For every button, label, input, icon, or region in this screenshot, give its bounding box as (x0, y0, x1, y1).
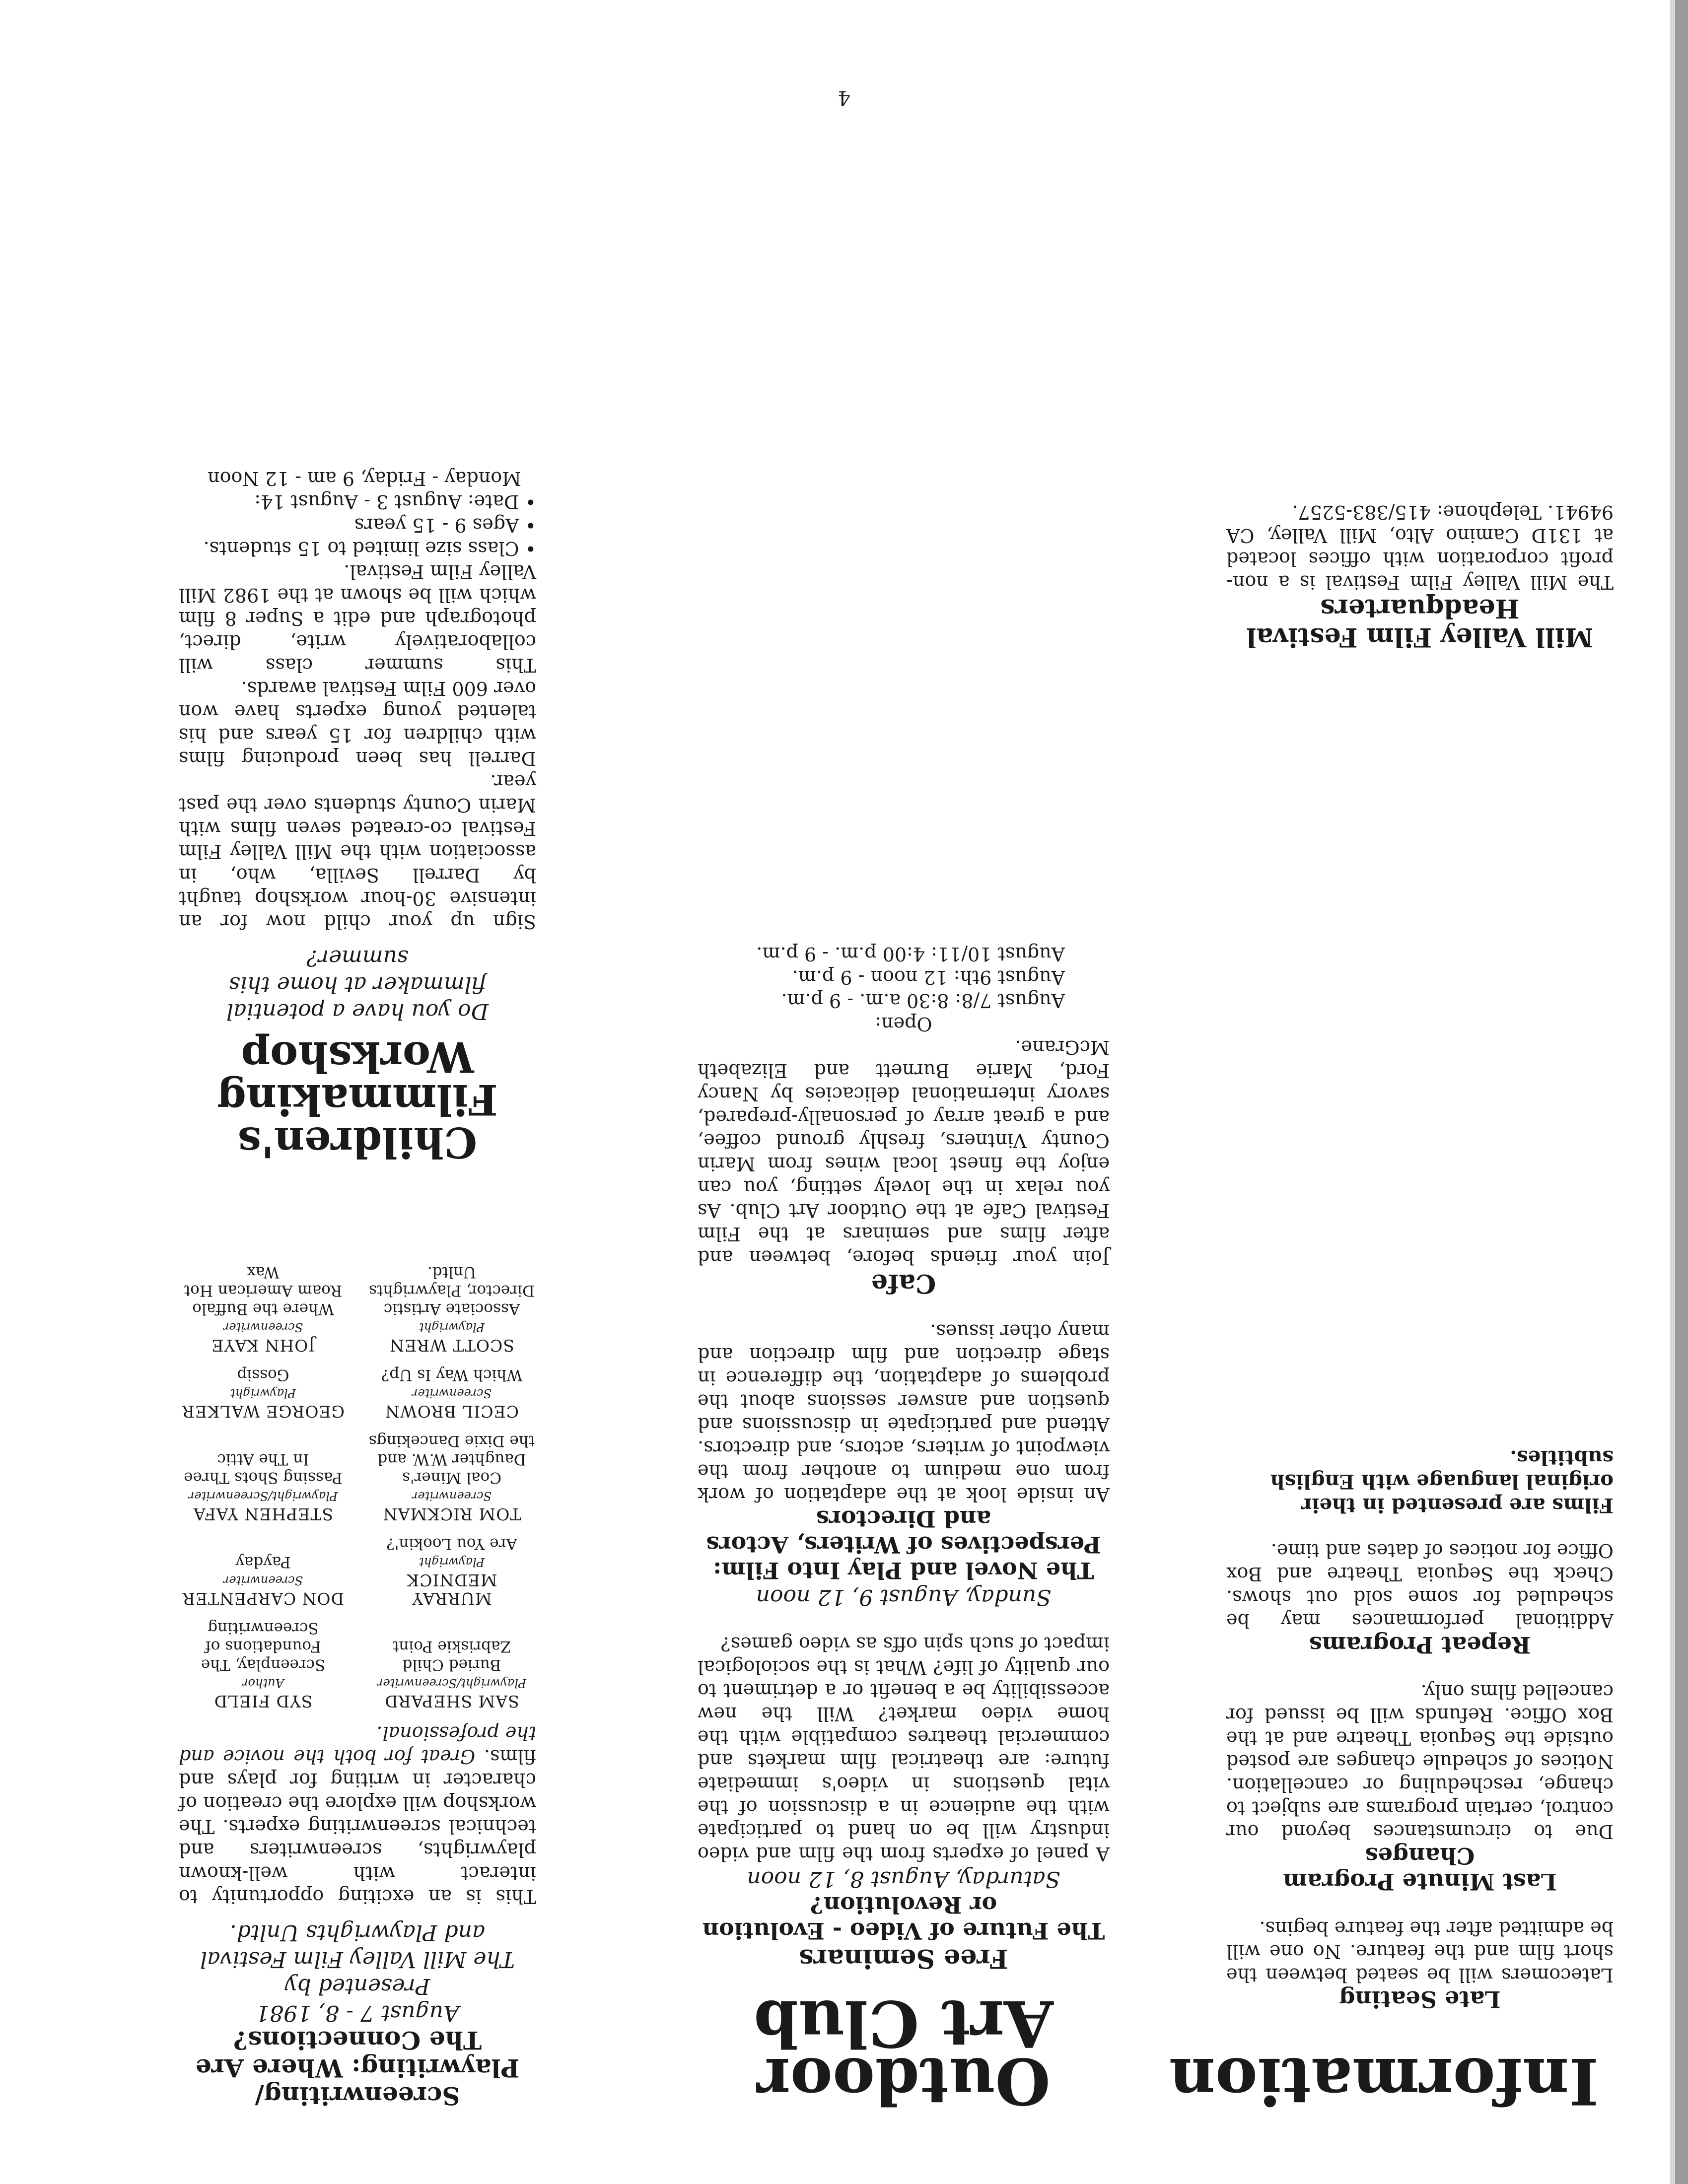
screenwriting-text-italic: Great for both the novice and the professional. (179, 1722, 536, 1768)
children-detail-item: • Ages 9 - 15 years (179, 513, 536, 537)
repeat-programs-heading: Repeat Programs (1309, 1632, 1531, 1658)
panelist-role: Screenwriter (223, 1573, 303, 1587)
repeat-programs-text: Additional performances may be scheduled for some sold out shows. Check the Sequoia Theatre and Box Office for notices of dates and time. (1226, 1540, 1614, 1632)
panelist-role: Playwright/Screenwriter (377, 1676, 527, 1690)
panelist-grid (179, 1263, 536, 1710)
panelist-name: DON CARPENTER (182, 1589, 344, 1608)
outdoor-title-line2: Art Club (754, 1986, 1054, 2060)
seminar2-title: The Novel and Play Into Film: Perspectives of Writers, Actors and Directors (706, 1505, 1101, 1584)
program-changes-text: Due to circumstances beyond our control, certain programs are subject to change, rescheduling or cancellation. Notices of schedule changes are posted outside the Sequoia Theatre and at the Box Office. Refunds will be issued for cancelled films only. (1226, 1681, 1614, 1843)
subtitles-note: Films are presented in their original language with English subtitles. (1270, 1446, 1614, 1517)
panelist (367, 1619, 536, 1710)
headquarters-text: The Mill Valley Film Festival is a non-profit corporation with offices located at 131D Camino Alto, Mill Valley, CA 94941. Telephone: 415/383-5257. (1226, 501, 1614, 593)
headquarters-heading: Mill Valley Film Festival Headquarters (1246, 593, 1594, 652)
panelist-role: Screenwriter (412, 1386, 492, 1400)
panelist-works: Buried Child Zabriskie Point (393, 1638, 511, 1674)
screenwriting-text (179, 1721, 536, 1908)
screenwriting-presented-by: Presented by (284, 1974, 430, 1999)
panelist-role: Screenwriter (412, 1489, 492, 1503)
screenwriting-presenters: The Mill Valley Film Festival and Playwrights Unltd. (200, 1920, 515, 1972)
screenwriting-text-main: This is an exciting opportunity to interact with well-known playwrights, screenwriters and technical screenwriting experts. The workshop will explore the creation of character in writing for plays and films. (179, 1746, 536, 1908)
children-text-3: This summer class will collaboratively write, direct, photograph and edit a Super 8 film which will be shown at the 1982 Mill Valley Film Festival. (179, 561, 536, 676)
panelist-role: Screenwriter (223, 1320, 303, 1334)
program-changes-heading: Last Minute Program Changes (1283, 1843, 1557, 1895)
panelist-role: Playwright (230, 1386, 296, 1400)
panelist-role: Playwright (419, 1320, 485, 1334)
children-text-2: Darrell has been producing films with children for 15 years and his talented young experts have won over 600 Film Festival awards. (179, 678, 536, 769)
panelist-name: GEORGE WALKER (182, 1402, 345, 1421)
children-detail-item: • Class size limited to 15 students. (179, 537, 536, 560)
screenwriting-dates: August 7 - 8, 1981 (256, 2000, 459, 2026)
seminar1-date: Saturday, August 8, 12 noon (747, 1866, 1060, 1892)
panelist (179, 1534, 348, 1608)
panelist-role: Playwright/Screenwriter (188, 1489, 338, 1503)
seminar1-title: The Future of Video - Evolution or Revolution? (702, 1892, 1105, 1944)
panelist-works: Payday (235, 1553, 291, 1571)
seminar1-text: A panel of experts from the film and video industry will be on hand to participate with the audience in a discussion of the vital questions in video's immediate future: are theatrical film markets and commercial theatres compatible with the home video market? Will the new accessibility be a benefit or a detriment to our quality of life? What is the sociological impact of such spin offs as video games? (698, 1633, 1110, 1865)
outdoor-art-club-column (698, 942, 1110, 2118)
panelist-name: STEPHEN YAFA (193, 1504, 334, 1524)
panelist-name: CECIL BROWN (385, 1402, 519, 1421)
children-details (179, 490, 536, 560)
panelist-works: Associate Artistic Director, Playwrights Unltd. (369, 1263, 535, 1318)
panelist (367, 1534, 536, 1608)
panelist (179, 1365, 348, 1421)
cafe-hours (698, 942, 1110, 1012)
late-seating-text: Latecomers will be seated between the short film and the feature. No one will be admitted after the feature begins. (1226, 1917, 1614, 1986)
panelist-role: Author (242, 1676, 284, 1690)
late-seating-heading: Late Seating (1339, 1986, 1501, 2013)
cafe-text: Join your friends before, between and after films and seminars at the Film Festival Cafe at the Outdoor Art Club. As you relax in the lovely setting, you can enjoy the finest local wines from Marin County Vintners, freshly ground coffee, and a great array of personally-prepared, savory international delicacies by Nancy Ford, Marie Burnett and Elizabeth McGrane. (698, 1036, 1110, 1268)
panelist-role: Playwright (419, 1555, 485, 1569)
information-title: Information (1169, 2044, 1599, 2118)
panelist (367, 1365, 536, 1421)
panelist-name: SCOTT WREN (389, 1336, 514, 1355)
panelist-works: Which Way Is Up? (381, 1366, 523, 1384)
panelist-name: JOHN KAYE (211, 1336, 315, 1355)
page-edge-highlight (1670, 0, 1675, 2184)
panelist (367, 1432, 536, 1523)
page-edge-shadow (1675, 0, 1688, 2184)
seminar2-text: An inside look at the adaptation of work from one medium to another from the viewpoint of writers, actors, and directors. Attend and participate in discussions and question and answer sessions about the problems of adaptation, the difference in stage direction and film direction and many other issues. (698, 1320, 1110, 1505)
panelist-name: TOM RICKMAN (382, 1504, 521, 1524)
cafe-hours-row: August 10/11: 4:00 p.m. - 9 p.m. (756, 943, 1065, 965)
seminars-heading: Free Seminars (799, 1943, 1008, 1974)
panelist-works: Screenplay, The Foundations of Screenwriting (201, 1619, 326, 1674)
children-detail-item: • Date: August 3 - August 14: (179, 490, 536, 513)
panelist-works: Coal Miner's Daughter W.W. and the Dixie Dancekings (368, 1432, 535, 1487)
workshops-column (179, 467, 536, 2110)
information-column (1169, 500, 1614, 2118)
panelist (179, 1619, 348, 1710)
seminar2-date: Sunday, August 9, 12 noon (756, 1584, 1052, 1610)
page-number: 4 (838, 86, 850, 109)
cafe-open-label: Open: (875, 1013, 932, 1035)
cafe-hours-row: August 9th: 12 noon - 9 p.m. (792, 966, 1065, 988)
children-subtitle: Do you have a potential filmmaker at home this summer? (226, 945, 489, 1024)
cafe-heading: Cafe (871, 1268, 936, 1298)
children-schedule: Monday - Friday, 9 am - 12 Noon (208, 468, 521, 489)
panelist (179, 1432, 348, 1523)
children-title: Children's Filmmaking Workshop (217, 1032, 498, 1167)
panelist (367, 1263, 536, 1355)
cafe-hours-row: August 7/8: 8:30 a.m. - 9 p.m. (781, 990, 1065, 1012)
panelist-works: Gossip (237, 1366, 289, 1384)
panelist-name: MURRAY MEDNICK (406, 1570, 497, 1608)
panelist (179, 1263, 348, 1355)
panelist-works: Passing Shots Three In The Attic (184, 1450, 343, 1487)
panelist-name: SYD FIELD (213, 1692, 313, 1711)
panelist-works: Are You Lookin'? (386, 1535, 517, 1553)
children-text-1: Sign up your child now for an intensive 30-hour workshop taught by Darrell Sevilla, who, in association with the Mill Valley Film Festival co-created seven films with Marin County students over the past year. (179, 771, 536, 933)
screenwriting-title: Screenwriting/ Playwriting: Where Are The Connections? (195, 2026, 520, 2111)
panelist-name: SAM SHEPARD (384, 1692, 519, 1711)
panelist-works: Where the Buffalo Roam American Hot Wax (184, 1263, 343, 1318)
outdoor-title-line1: Outdoor (757, 2044, 1051, 2118)
